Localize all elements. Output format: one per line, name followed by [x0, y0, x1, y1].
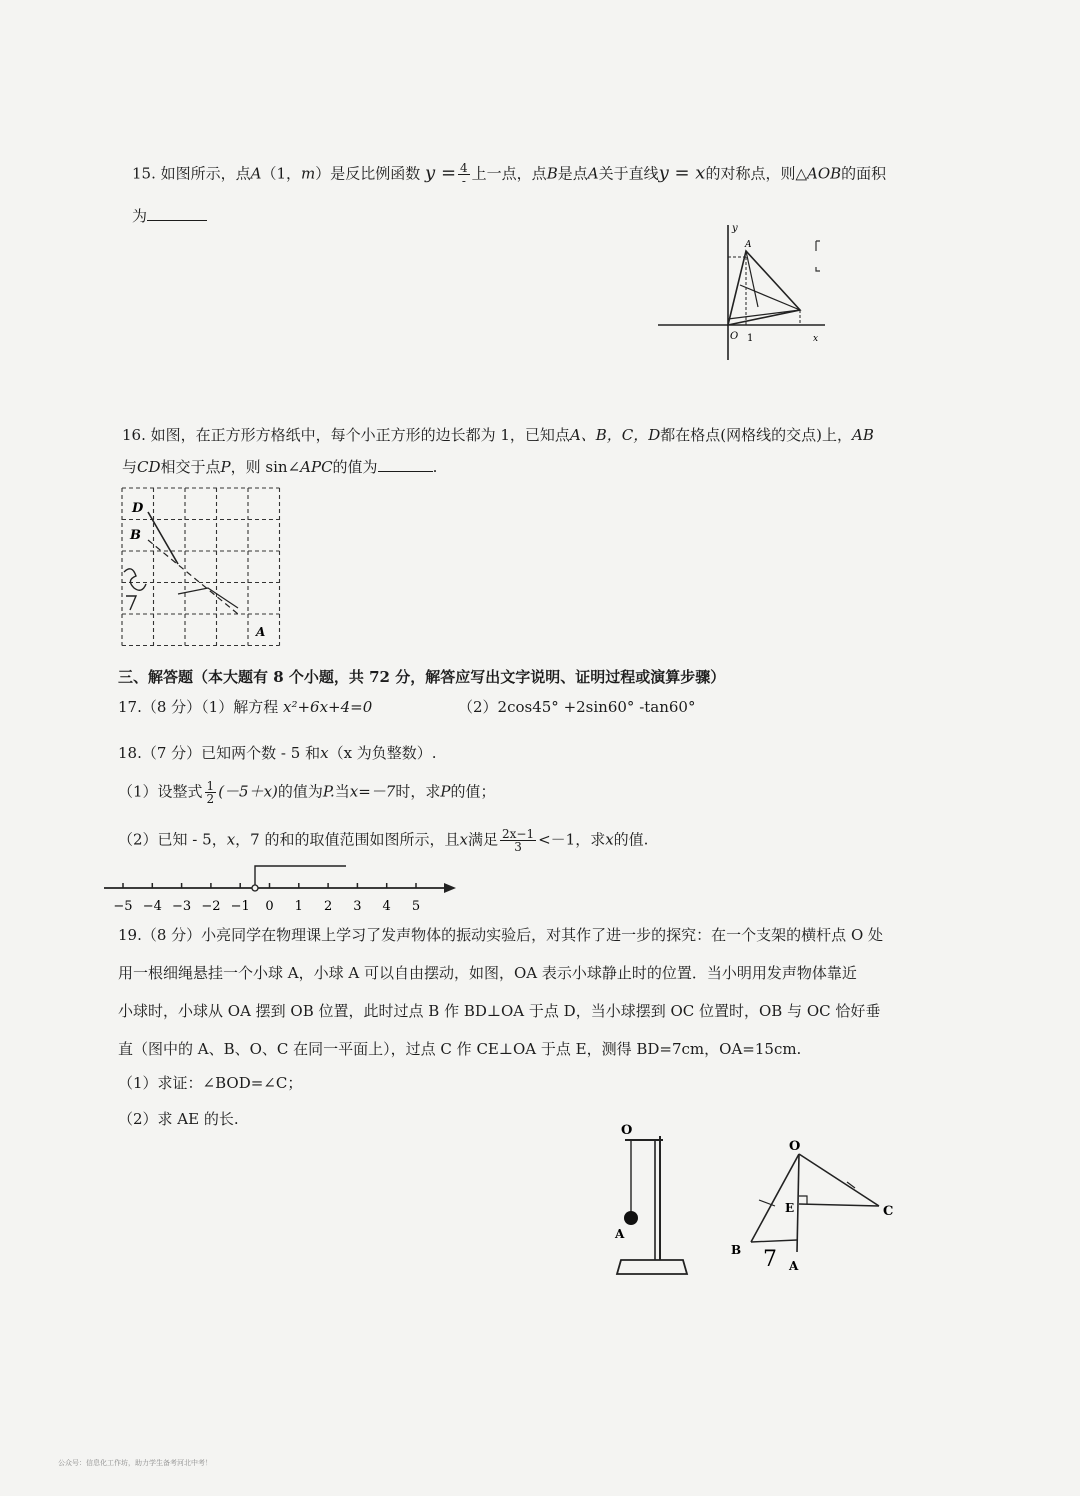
- fraction-4-over-x: $\frac{4}{-}$: [460, 161, 468, 188]
- q16-line2: 与CD相交于点P，则 sin∠APC的值为 .: [122, 458, 438, 476]
- q18-part2: （2）已知 - 5，x，7 的和的取值范围如图所示，且x满足 $\frac{2x-1}{3}$ <－1，求x的值.: [118, 827, 649, 854]
- q16-line1: 16. 如图，在正方形方格纸中，每个小正方形的边长都为 1，已知点A、B，C，D都在格点(网格线的交点)上，AB: [122, 426, 874, 444]
- handwriting-mark: [126, 596, 136, 610]
- sketch-line: [746, 251, 758, 307]
- open-endpoint: [252, 885, 258, 891]
- q15-figure: [650, 215, 950, 365]
- footer-watermark: 公众号：信息化工作坊，助力学生备考河北中考！: [58, 1459, 212, 1467]
- ball-a-label: A: [615, 1227, 625, 1241]
- q19-part2: （2）求 AE 的长.: [118, 1110, 239, 1128]
- function-y: y =: [425, 162, 457, 184]
- answer-blank[interactable]: [147, 220, 207, 221]
- q17-line: 17.（8 分）（1）解方程 x²+6x+4=0: [118, 698, 373, 716]
- number-line-label: −4: [142, 899, 162, 914]
- fraction-2x-minus-1-over-3: $\frac{2x-1}{3}$: [501, 827, 535, 854]
- range-bracket: [255, 866, 346, 888]
- segment-ce: [799, 1204, 879, 1206]
- x-axis-label: x: [813, 334, 819, 344]
- q19-triangle-figure: [725, 1132, 910, 1277]
- q19-line2: 用一根细绳悬挂一个小球 A，小球 A 可以自由摆动，如图，OA 表示小球静止时的位置．当小明用发声物体靠近: [118, 964, 857, 982]
- q19-line4: 直（图中的 A、B、O、C 在同一平面上），过点 C 作 CE⊥OA 于点 E，测得 BD=7cm，OA=15cm.: [118, 1040, 802, 1058]
- q19-line1: 19.（8 分）小亮同学在物理课上学习了发声物体的振动实验后，对其作了进一步的探究：在一个支架的横杆点 O 处: [118, 926, 884, 944]
- q19-line3: 小球时，小球从 OA 摆到 OB 位置，此时过点 B 作 BD⊥OA 于点 D，当小球摆到 OC 位置时，OB 与 OC 恰好垂: [118, 1002, 881, 1020]
- point-e-label: E: [785, 1201, 795, 1215]
- sketch-line: [178, 588, 238, 608]
- q18-part1: （1）设整式 $\frac{1}{2}$ (－5＋x)的值为P.当x=－7时，求P的值；: [118, 779, 496, 806]
- point-a-label: A: [745, 240, 752, 250]
- ball: [624, 1211, 638, 1225]
- q19-part1: （1）求证：∠BOD=∠C；: [118, 1074, 303, 1092]
- number-line-label: 2: [323, 899, 333, 914]
- segment-ob: [751, 1154, 799, 1242]
- section-3-heading: 三、解答题（本大题有 8 个小题，共 72 分，解答应写出文字说明、证明过程或演算步骤）: [118, 668, 726, 686]
- segment-bd: [751, 1240, 797, 1242]
- y-axis-label: y: [732, 223, 738, 234]
- q16-grid-figure: [118, 484, 282, 652]
- point-a-label: A: [789, 1259, 799, 1273]
- point-o-label: O: [621, 1123, 633, 1138]
- stand-base: [617, 1260, 687, 1274]
- tick-one-label: 1: [747, 333, 754, 344]
- q15-line2: 为: [132, 205, 207, 226]
- number-line-label: 4: [382, 899, 391, 914]
- q15-line1: 15. 如图所示，点A（1，m）是反比例函数 y = $\frac{4}{-}$ 上一点，点B是点A关于直线y = x的对称点，则△AOB的面积: [132, 161, 887, 188]
- point-b-label: B: [731, 1243, 742, 1257]
- segment-oa: [797, 1154, 799, 1252]
- right-angle-mark: [799, 1196, 807, 1204]
- number-line-label: −2: [201, 899, 221, 914]
- scan-mark: [816, 241, 820, 251]
- number-line-label: 1: [294, 899, 303, 914]
- point-c-label: C: [883, 1204, 894, 1219]
- sketch-line: [740, 285, 800, 310]
- q17-part2: （2）2cos45° +2sin60° -tan60°: [458, 698, 696, 716]
- point-d-label: D: [132, 501, 144, 516]
- q19-pendulum-figure: [605, 1118, 700, 1278]
- number-line-label: 0: [265, 899, 274, 914]
- point-b-label: B: [130, 528, 141, 543]
- number-line-label: 5: [411, 899, 421, 914]
- handwritten-seven: 7: [763, 1247, 777, 1272]
- q18-head: 18.（7 分）已知两个数 - 5 和x（x 为负整数）.: [118, 744, 437, 762]
- handwriting-mark: [124, 569, 146, 590]
- point-a-label: A: [256, 625, 266, 639]
- fraction-one-half: $\frac{1}{2}$: [206, 779, 215, 806]
- number-line-label: −3: [172, 899, 192, 914]
- origin-label: O: [730, 331, 739, 342]
- number-line-arrow: [444, 883, 456, 893]
- number-line-label: 3: [353, 899, 362, 914]
- number-line-label: −5: [113, 899, 133, 914]
- q18-number-line: [100, 858, 470, 918]
- scan-mark: [816, 267, 820, 271]
- point-o-label: O: [789, 1139, 801, 1154]
- segment-oc: [799, 1154, 879, 1206]
- answer-blank[interactable]: [378, 471, 433, 472]
- number-line-label: −1: [230, 899, 250, 914]
